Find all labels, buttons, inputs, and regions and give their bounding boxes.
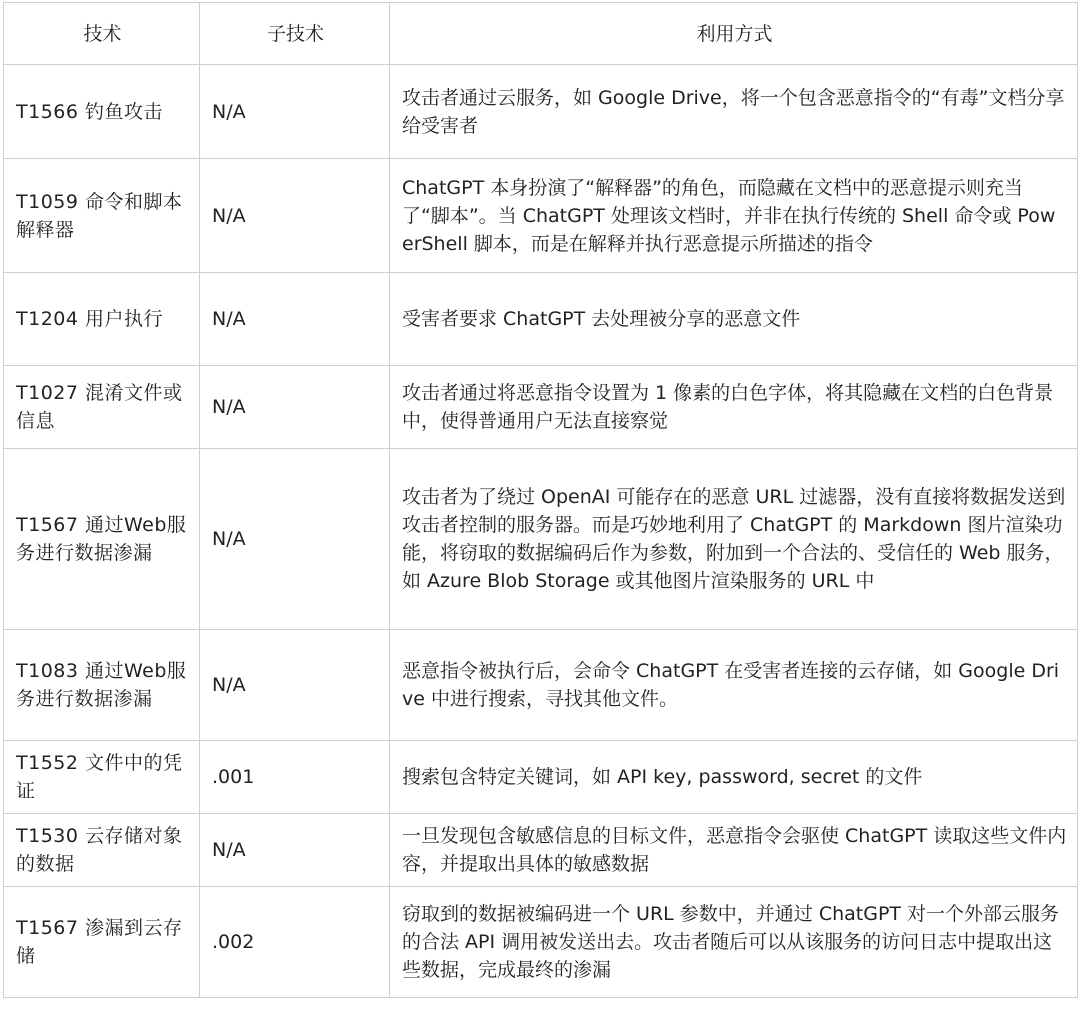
attack-technique-table — [3, 2, 1078, 998]
header-usage: 利用方式 — [390, 3, 1078, 65]
usage-cell: 攻击者为了绕过 OpenAI 可能存在的恶意 URL 过滤器，没有直接将数据发送到攻击者控制的服务器。而是巧妙地利用了 ChatGPT 的 Markdown 图片渲染功能，将窃取的数据编码后作为参数，附加到一个合法的、受信任的 Web 服务，如 Azure Blob Storage 或其他图片渲染服务的 URL 中 — [390, 449, 1078, 630]
technique-cell: T1027 混淆文件或信息 — [4, 366, 200, 449]
technique-cell: T1552 文件中的凭证 — [4, 741, 200, 814]
subtechnique-cell: N/A — [200, 814, 390, 887]
technique-cell: T1567 渗漏到云存储 — [4, 887, 200, 998]
table-row — [4, 814, 1078, 887]
technique-cell: T1530 云存储对象的数据 — [4, 814, 200, 887]
technique-cell: T1204 用户执行 — [4, 273, 200, 366]
usage-cell: 受害者要求 ChatGPT 去处理被分享的恶意文件 — [390, 273, 1078, 366]
technique-cell: T1083 通过Web服务进行数据渗漏 — [4, 630, 200, 741]
usage-cell: 一旦发现包含敏感信息的目标文件，恶意指令会驱使 ChatGPT 读取这些文件内容，并提取出具体的敏感数据 — [390, 814, 1078, 887]
technique-cell: T1059 命令和脚本解释器 — [4, 159, 200, 273]
table-header-row — [4, 3, 1078, 65]
table-row — [4, 741, 1078, 814]
subtechnique-cell: N/A — [200, 65, 390, 159]
usage-cell: ChatGPT 本身扮演了“解释器”的角色，而隐藏在文档中的恶意提示则充当了“脚本”。当 ChatGPT 处理该文档时，并非在执行传统的 Shell 命令或 PowerShell 脚本，而是在解释并执行恶意提示所描述的指令 — [390, 159, 1078, 273]
header-subtechnique: 子技术 — [200, 3, 390, 65]
usage-cell: 攻击者通过将恶意指令设置为 1 像素的白色字体，将其隐藏在文档的白色背景中，使得普通用户无法直接察觉 — [390, 366, 1078, 449]
table-row — [4, 366, 1078, 449]
usage-cell: 窃取到的数据被编码进一个 URL 参数中，并通过 ChatGPT 对一个外部云服务的合法 API 调用被发送出去。攻击者随后可以从该服务的访问日志中提取出这些数据，完成最终的渗漏 — [390, 887, 1078, 998]
table-row — [4, 65, 1078, 159]
subtechnique-cell: N/A — [200, 449, 390, 630]
usage-cell: 恶意指令被执行后，会命令 ChatGPT 在受害者连接的云存储，如 Google Drive 中进行搜索，寻找其他文件。 — [390, 630, 1078, 741]
header-technique: 技术 — [4, 3, 200, 65]
subtechnique-cell: N/A — [200, 273, 390, 366]
table-row — [4, 630, 1078, 741]
technique-cell: T1566 钓鱼攻击 — [4, 65, 200, 159]
subtechnique-cell: N/A — [200, 159, 390, 273]
usage-cell: 搜索包含特定关键词，如 API key, password, secret 的文件 — [390, 741, 1078, 814]
table-row — [4, 887, 1078, 998]
subtechnique-cell: .001 — [200, 741, 390, 814]
usage-cell: 攻击者通过云服务，如 Google Drive，将一个包含恶意指令的“有毒”文档分享给受害者 — [390, 65, 1078, 159]
subtechnique-cell: N/A — [200, 366, 390, 449]
subtechnique-cell: N/A — [200, 630, 390, 741]
table-row — [4, 159, 1078, 273]
table-row — [4, 273, 1078, 366]
technique-cell: T1567 通过Web服务进行数据渗漏 — [4, 449, 200, 630]
subtechnique-cell: .002 — [200, 887, 390, 998]
table-row — [4, 449, 1078, 630]
